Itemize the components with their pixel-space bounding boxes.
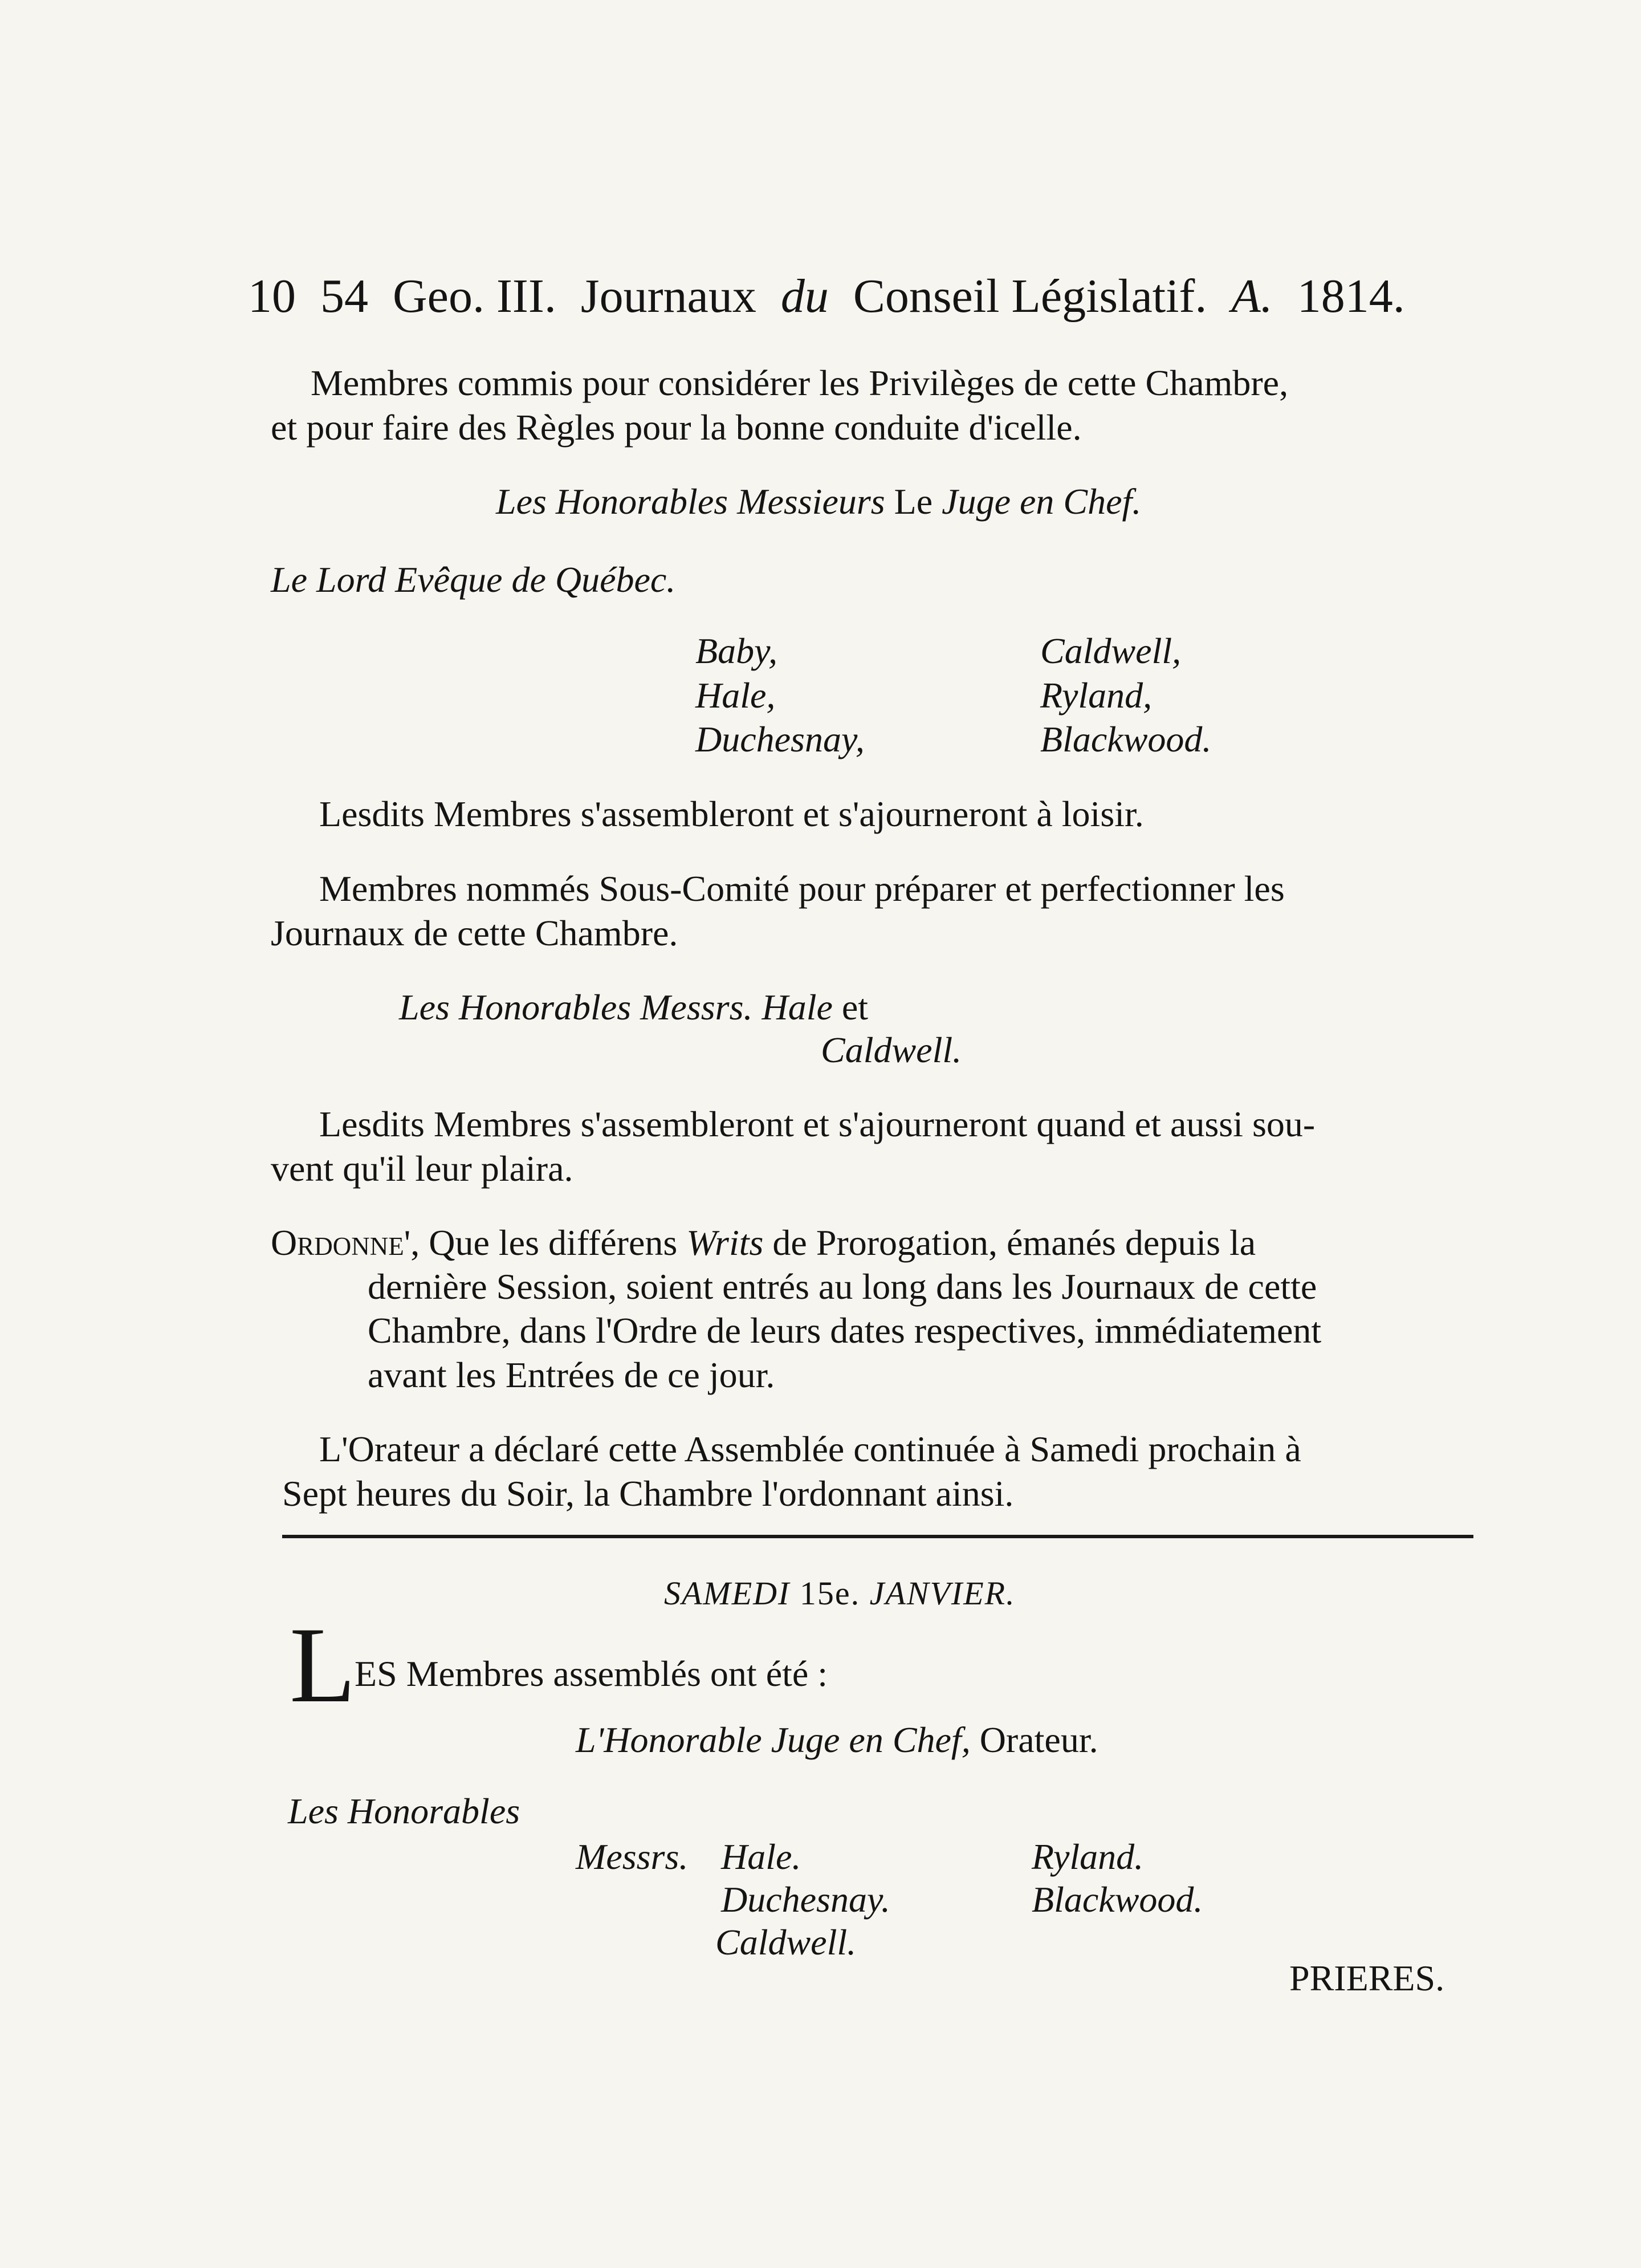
drop-cap: L bbox=[290, 1606, 356, 1725]
prieres: PRIERES. bbox=[1289, 1958, 1445, 1998]
order-line1 bbox=[271, 1222, 1256, 1263]
order-line1-a: Que les différens bbox=[429, 1222, 678, 1263]
orateur-title: Orateur. bbox=[979, 1720, 1098, 1760]
messrs: Messrs. bbox=[576, 1836, 689, 1877]
running-header bbox=[248, 270, 1418, 323]
writs-word: Writs bbox=[686, 1222, 764, 1263]
honorables-messrs: Les Honorables Messrs. bbox=[399, 987, 753, 1027]
les-honorables: Les Honorables bbox=[288, 1791, 520, 1831]
ordonne-word: Ordonne', bbox=[271, 1222, 420, 1263]
date-month: JANVIER. bbox=[869, 1575, 1016, 1612]
honorable-juge-line bbox=[576, 1722, 1098, 1758]
honorable-juge: L'Honorable Juge en Chef, bbox=[576, 1720, 971, 1760]
present-left-2: Duchesnay. bbox=[721, 1879, 890, 1920]
present-left-3: Caldwell. bbox=[715, 1922, 857, 1962]
adjourn-line1: Lesdits Membres s'assembleront et s'ajourneront quand et aussi sou- bbox=[319, 1104, 1316, 1144]
sovereign: Geo. III. bbox=[393, 270, 556, 323]
anno: A. bbox=[1231, 270, 1273, 323]
member-caldwell: Caldwell. bbox=[821, 1030, 962, 1070]
present-right-2: Blackwood. bbox=[1032, 1879, 1203, 1920]
page-number: 10 bbox=[248, 270, 296, 323]
honorables-prefix: Les Honorables Messieurs bbox=[496, 481, 885, 522]
subcommittee-line2: Journaux de cette Chambre. bbox=[271, 913, 678, 953]
order-line2: dernière Session, soient entrés au long dans les Journaux de cette bbox=[368, 1266, 1317, 1307]
adjourn-at-leisure: Lesdits Membres s'assembleront et s'ajourneront à loisir. bbox=[319, 794, 1144, 834]
date-number: 15e. bbox=[799, 1575, 861, 1612]
adjourn-line2: vent qu'il leur plaira. bbox=[271, 1148, 573, 1189]
date-day: SAMEDI bbox=[664, 1575, 791, 1612]
honorables-le: Le bbox=[894, 481, 933, 522]
order-line1-b: de Prorogation, émanés depuis la bbox=[772, 1222, 1256, 1263]
regnal-year: 54 bbox=[320, 270, 368, 323]
privileges-para-line1: Membres commis pour considérer les Privilèges de cette Chambre, bbox=[311, 363, 1289, 403]
members-assembled: ES Membres assemblés ont été : bbox=[355, 1653, 828, 1694]
honorables-messieurs bbox=[496, 483, 1141, 520]
member-right-2: Ryland, bbox=[1040, 675, 1153, 716]
year: 1814. bbox=[1297, 270, 1405, 323]
date-heading bbox=[664, 1577, 1016, 1610]
section-divider bbox=[282, 1535, 1473, 1538]
juge-en-chef: Juge en Chef. bbox=[942, 481, 1142, 522]
privileges-para-line2: et pour faire des Règles pour la bonne conduite d'icelle. bbox=[271, 407, 1082, 448]
subcommittee-members bbox=[399, 989, 868, 1026]
member-right-3: Blackwood. bbox=[1040, 719, 1212, 759]
subcommittee-line1: Membres nommés Sous-Comité pour préparer et perfectionner les bbox=[319, 868, 1285, 909]
council-name: Conseil Législatif. bbox=[853, 270, 1207, 323]
present-right-1: Ryland. bbox=[1032, 1836, 1144, 1877]
member-left-3: Duchesnay, bbox=[695, 719, 865, 759]
order-line4: avant les Entrées de ce jour. bbox=[368, 1355, 775, 1395]
lord-eveque: Le Lord Evêque de Québec. bbox=[271, 559, 676, 600]
journal-du: du bbox=[780, 270, 829, 323]
orateur-line2: Sept heures du Soir, la Chambre l'ordonnant ainsi. bbox=[282, 1473, 1014, 1514]
orateur-line1: L'Orateur a déclaré cette Assemblée continuée à Samedi prochain à bbox=[319, 1429, 1301, 1469]
conjunction-et: et bbox=[841, 987, 869, 1027]
member-left-2: Hale, bbox=[695, 675, 776, 716]
member-hale: Hale bbox=[762, 987, 833, 1027]
order-line3: Chambre, dans l'Ordre de leurs dates respectives, immédiatement bbox=[368, 1310, 1322, 1351]
member-left-1: Baby, bbox=[695, 631, 777, 671]
present-left-1: Hale. bbox=[721, 1836, 801, 1877]
journal-title: Journaux bbox=[580, 270, 756, 323]
member-right-1: Caldwell, bbox=[1040, 631, 1182, 671]
